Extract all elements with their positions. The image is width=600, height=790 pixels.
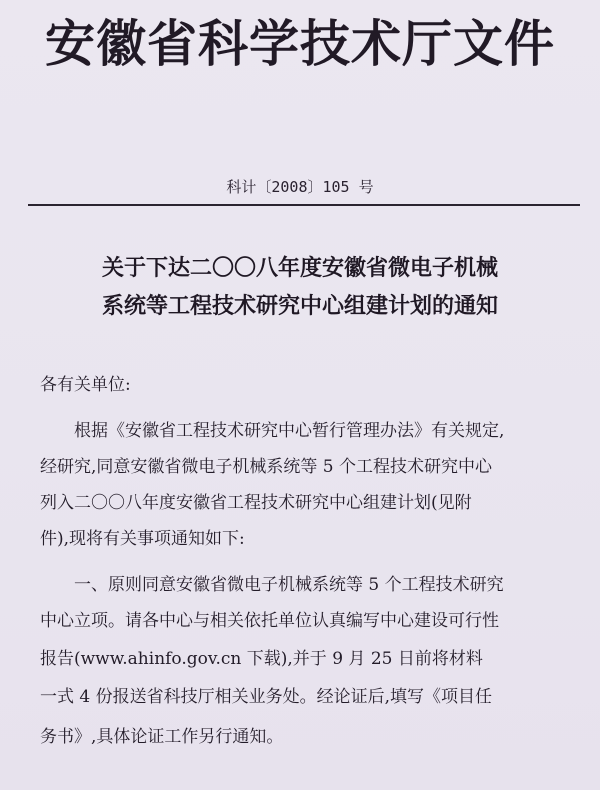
body-line: 件),现将有关事项通知如下: (40, 529, 245, 549)
subject-line: 关于下达二〇〇八年度安徽省微电子机械 (101, 256, 498, 281)
issuing-authority-title: 安徽省科学技术厅文件 (45, 15, 555, 73)
body-line: 中心立项。请各中心与相关依托单位认真编写中心建设可行性 (40, 611, 499, 631)
document-subject (0, 250, 600, 326)
body-line: 一式 4 份报送省科技厅相关业务处。经论证后,填写《项目任 (40, 687, 493, 707)
header-divider (28, 204, 580, 206)
salutation: 各有关单位: (40, 375, 131, 395)
body-line: 根据《安徽省工程技术研究中心暂行管理办法》有关规定, (74, 421, 505, 441)
body-line: 报告(www.ahinfo.gov.cn 下载),并于 9 月 25 日前将材料 (40, 649, 483, 669)
body-line: 务书》,具体论证工作另行通知。 (40, 727, 284, 747)
document-number: 科计〔2008〕105 号 (226, 178, 374, 196)
body-line: 一、原则同意安徽省微电子机械系统等 5 个工程技术研究 (74, 575, 504, 595)
subject-line: 系统等工程技术研究中心组建计划的通知 (101, 294, 498, 319)
body-line: 列入二〇〇八年度安徽省工程技术研究中心组建计划(见附 (40, 493, 472, 513)
body-line: 经研究,同意安徽省微电子机械系统等 5 个工程技术研究中心 (40, 457, 493, 477)
